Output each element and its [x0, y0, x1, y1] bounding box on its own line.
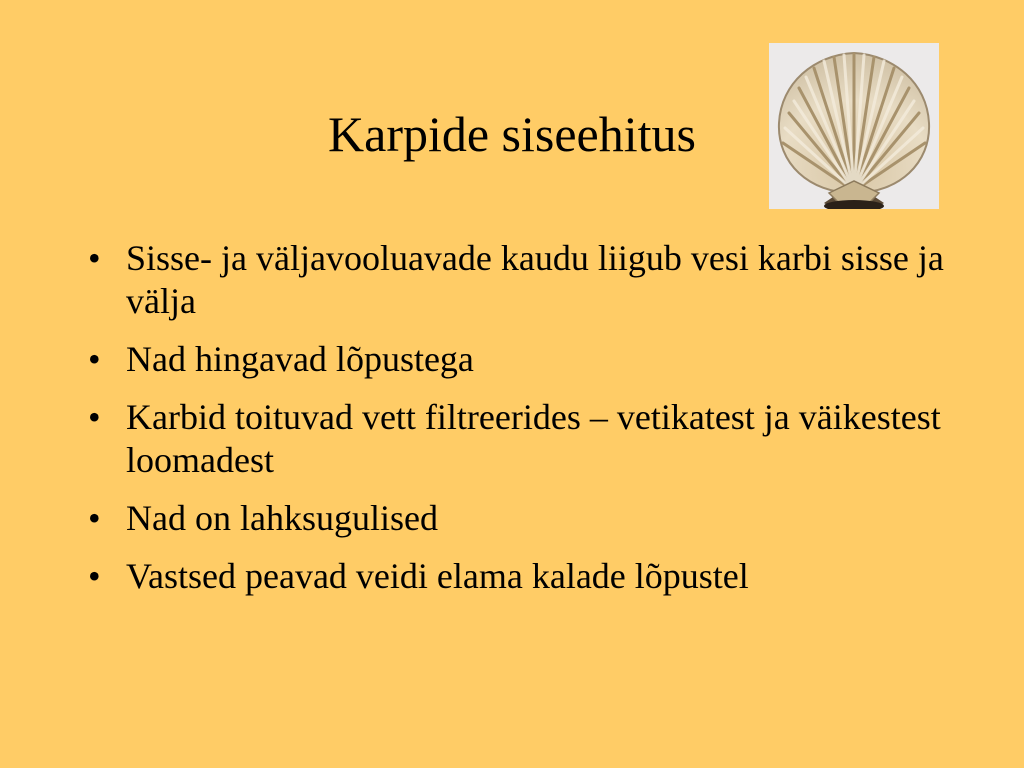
list-item — [88, 396, 948, 482]
bullet-text: Nad hingavad lõpustega — [126, 339, 474, 379]
bullet-text: Karbid toituvad vett filtreerides – vetikatest ja väikestest loomadest — [126, 397, 941, 480]
shell-icon — [769, 43, 939, 209]
list-item — [88, 497, 948, 540]
bullet-marker: • — [88, 238, 101, 278]
slide-title: Karpide siseehitus — [328, 106, 696, 162]
list-item — [88, 555, 948, 598]
bullet-marker: • — [88, 556, 101, 596]
scallop-shell-image — [769, 43, 939, 209]
bullet-marker: • — [88, 339, 101, 379]
bullet-marker: • — [88, 498, 101, 538]
bullet-text: Vastsed peavad veidi elama kalade lõpustel — [126, 556, 749, 596]
bullet-list — [88, 237, 948, 613]
bullet-text: Sisse- ja väljavooluavade kaudu liigub vesi karbi sisse ja välja — [126, 238, 944, 321]
list-item — [88, 237, 948, 323]
bullet-text: Nad on lahksugulised — [126, 498, 438, 538]
list-item — [88, 338, 948, 381]
bullet-marker: • — [88, 397, 101, 437]
